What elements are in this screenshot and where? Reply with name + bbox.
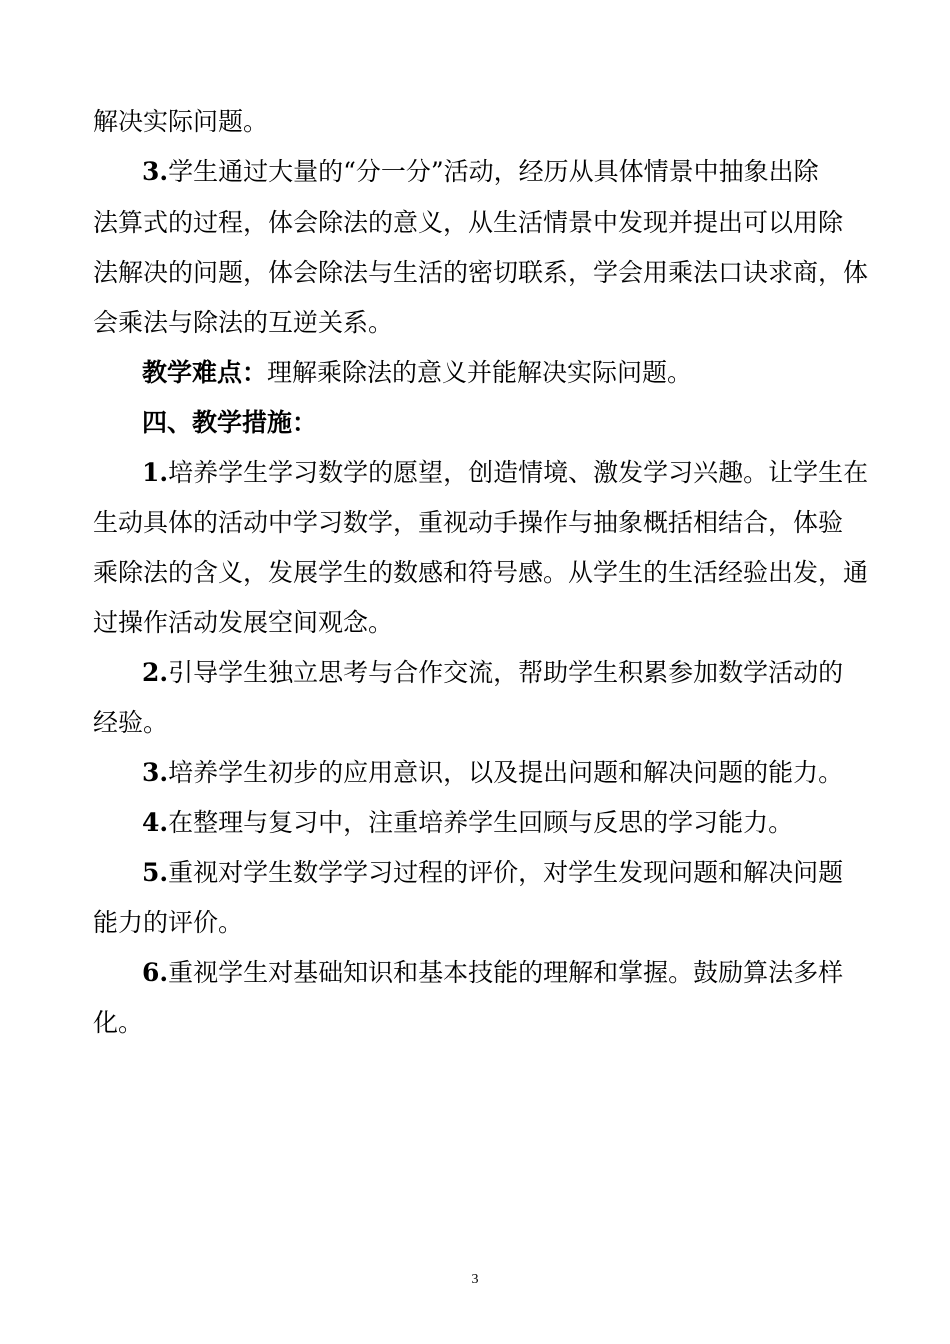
item-3-line-4 bbox=[93, 307, 393, 339]
paragraph-continuation bbox=[93, 106, 268, 138]
paragraph-line: 引导学生独立思考与合作交流，帮助学生积累参加数学活动的 bbox=[168, 658, 844, 687]
item-number: 5. bbox=[142, 858, 169, 887]
measure-6-line-2 bbox=[93, 1007, 143, 1039]
paragraph-line: 乘除法的含义，发展学生的数感和符号感。从学生的生活经验出发，通 bbox=[93, 558, 869, 587]
item-number: 2. bbox=[142, 658, 169, 687]
measure-1-line-2 bbox=[93, 507, 843, 539]
measure-2-line-1 bbox=[142, 657, 843, 689]
paragraph-line: 培养学生学习数学的愿望，创造情境、激发学习兴趣。让学生在 bbox=[168, 458, 869, 487]
item-number: 4. bbox=[142, 808, 169, 837]
paragraph-line: 过操作活动发展空间观念。 bbox=[93, 608, 394, 637]
measure-4 bbox=[142, 807, 793, 839]
paragraph-line: 能力的评价。 bbox=[93, 908, 244, 937]
paragraph-line: 重视对学生数学学习过程的评价，对学生发现问题和解决问题 bbox=[168, 858, 844, 887]
measure-1-line-1 bbox=[142, 457, 868, 489]
paragraph-line: 化。 bbox=[93, 1008, 144, 1037]
paragraph-line: 经验。 bbox=[93, 708, 169, 737]
measure-5-line-2 bbox=[93, 907, 243, 939]
measure-1-line-3 bbox=[93, 557, 868, 589]
measure-2-line-2 bbox=[93, 707, 168, 739]
teaching-difficulty bbox=[142, 357, 692, 389]
measure-5-line-1 bbox=[142, 857, 843, 889]
item-number: 3. bbox=[142, 157, 169, 186]
item-number: 3. bbox=[142, 758, 169, 787]
item-number: 1. bbox=[142, 458, 169, 487]
paragraph-line: 学生通过大量的“分一分”活动，经历从具体情景中抽象出除 bbox=[168, 157, 819, 186]
item-3-line-3 bbox=[93, 257, 868, 289]
item-3-line-1 bbox=[142, 156, 819, 188]
section-heading-text: 四、教学措施： bbox=[142, 408, 318, 437]
paragraph-line: 法算式的过程，体会除法的意义，从生活情景中发现并提出可以用除 bbox=[93, 208, 844, 237]
item-number: 6. bbox=[142, 958, 169, 987]
difficulty-label: 教学难点： bbox=[142, 358, 268, 387]
measure-3 bbox=[142, 757, 843, 789]
paragraph-line: 在整理与复习中，注重培养学生回顾与反思的学习能力。 bbox=[168, 808, 794, 837]
measure-6-line-1 bbox=[142, 957, 843, 989]
item-3-line-2 bbox=[93, 207, 843, 239]
paragraph-line: 生动具体的活动中学习数学，重视动手操作与抽象概括相结合，体验 bbox=[93, 508, 844, 537]
paragraph-line: 重视学生对基础知识和基本技能的理解和掌握。鼓励算法多样 bbox=[168, 958, 844, 987]
paragraph-line: 培养学生初步的应用意识，以及提出问题和解决问题的能力。 bbox=[168, 758, 844, 787]
measure-1-line-4 bbox=[93, 607, 393, 639]
paragraph-line: 会乘法与除法的互逆关系。 bbox=[93, 308, 394, 337]
paragraph-line: 法解决的问题，体会除法与生活的密切联系，学会用乘法口诀求商，体 bbox=[93, 258, 869, 287]
section-heading bbox=[142, 407, 317, 439]
page-number: 3 bbox=[471, 1272, 479, 1287]
difficulty-text: 理解乘除法的意义并能解决实际问题。 bbox=[267, 358, 693, 387]
paragraph-line: 解决实际问题。 bbox=[93, 107, 269, 136]
